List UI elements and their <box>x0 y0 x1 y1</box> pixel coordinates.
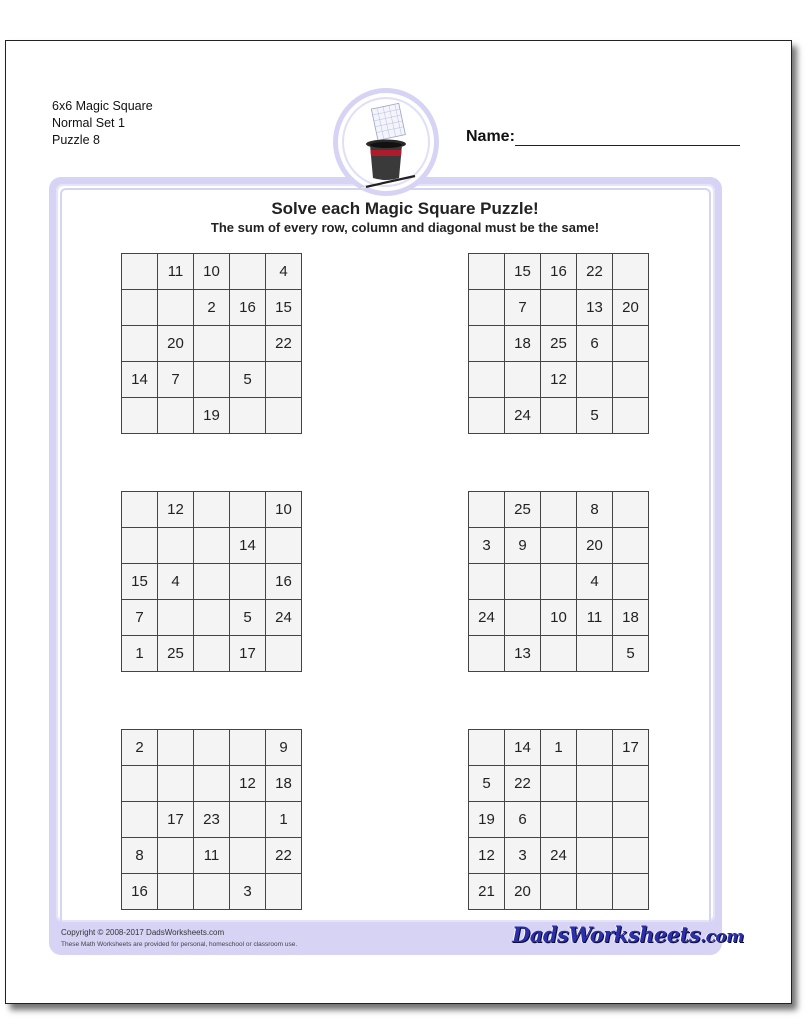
grid-cell[interactable]: 12 <box>469 838 505 874</box>
brand-suffix: .com <box>700 927 744 947</box>
grid-cell[interactable] <box>266 636 302 672</box>
grid-cell[interactable]: 9 <box>505 528 541 564</box>
grid-cell[interactable]: 14 <box>122 362 158 398</box>
grid-cell[interactable] <box>122 528 158 564</box>
name-field[interactable] <box>515 145 740 146</box>
grid-cell[interactable] <box>266 874 302 910</box>
grid-cell[interactable] <box>613 874 649 910</box>
grid-cell[interactable] <box>541 874 577 910</box>
grid-cell[interactable] <box>613 326 649 362</box>
grid-cell[interactable] <box>158 290 194 326</box>
grid-cell[interactable]: 11 <box>194 838 230 874</box>
grid-cell[interactable]: 3 <box>469 528 505 564</box>
grid-cell[interactable] <box>194 362 230 398</box>
puzzle-number: Puzzle 8 <box>52 133 100 147</box>
grid-cell[interactable]: 4 <box>158 564 194 600</box>
grid-cell[interactable] <box>469 326 505 362</box>
grid-cell[interactable] <box>266 398 302 434</box>
grid-cell[interactable] <box>613 254 649 290</box>
grid-cell[interactable]: 7 <box>158 362 194 398</box>
grid-cell[interactable] <box>158 874 194 910</box>
grid-cell[interactable] <box>230 730 266 766</box>
grid-cell[interactable]: 18 <box>613 600 649 636</box>
grid-cell[interactable] <box>541 290 577 326</box>
grid-cell[interactable]: 17 <box>230 636 266 672</box>
grid-cell[interactable] <box>541 766 577 802</box>
grid-cell[interactable] <box>577 636 613 672</box>
grid-cell[interactable] <box>122 766 158 802</box>
brand-logo <box>512 922 744 947</box>
copyright-text: Copyright © 2008-2017 DadsWorksheets.com <box>61 928 225 937</box>
grid-cell[interactable] <box>122 492 158 528</box>
grid-cell[interactable] <box>194 766 230 802</box>
grid-cell[interactable]: 13 <box>577 290 613 326</box>
grid-cell[interactable]: 17 <box>158 802 194 838</box>
grid-cell[interactable] <box>469 362 505 398</box>
grid-cell[interactable]: 5 <box>469 766 505 802</box>
grid-cell[interactable]: 25 <box>158 636 194 672</box>
grid-cell[interactable]: 9 <box>266 730 302 766</box>
magic-square-2 <box>468 253 649 434</box>
grid-cell[interactable]: 4 <box>266 254 302 290</box>
grid-cell[interactable] <box>230 398 266 434</box>
grid-cell[interactable]: 1 <box>541 730 577 766</box>
grid-cell[interactable] <box>505 600 541 636</box>
grid-cell[interactable]: 10 <box>266 492 302 528</box>
instructions-subtitle: The sum of every row, column and diagonal must be the same! <box>210 220 600 235</box>
grid-cell[interactable] <box>613 802 649 838</box>
grid-cell[interactable] <box>577 874 613 910</box>
grid-cell[interactable] <box>194 600 230 636</box>
grid-cell[interactable]: 16 <box>122 874 158 910</box>
grid-cell[interactable] <box>122 326 158 362</box>
grid-cell[interactable]: 5 <box>613 636 649 672</box>
grid-cell[interactable]: 10 <box>541 600 577 636</box>
grid-cell[interactable] <box>469 730 505 766</box>
grid-cell[interactable] <box>230 838 266 874</box>
grid-cell[interactable]: 18 <box>505 326 541 362</box>
grid-cell[interactable] <box>577 362 613 398</box>
grid-cell[interactable] <box>541 564 577 600</box>
grid-cell[interactable]: 15 <box>266 290 302 326</box>
grid-cell[interactable]: 6 <box>505 802 541 838</box>
grid-cell[interactable] <box>158 528 194 564</box>
grid-cell[interactable] <box>230 254 266 290</box>
grid-cell[interactable]: 7 <box>505 290 541 326</box>
grid-cell[interactable]: 8 <box>577 492 613 528</box>
grid-cell[interactable]: 22 <box>266 326 302 362</box>
grid-cell[interactable] <box>194 528 230 564</box>
grid-cell[interactable]: 22 <box>577 254 613 290</box>
grid-cell[interactable] <box>122 254 158 290</box>
grid-cell[interactable]: 14 <box>505 730 541 766</box>
grid-cell[interactable]: 14 <box>230 528 266 564</box>
grid-cell[interactable] <box>613 528 649 564</box>
grid-cell[interactable]: 6 <box>577 326 613 362</box>
grid-cell[interactable]: 2 <box>194 290 230 326</box>
grid-cell[interactable] <box>613 838 649 874</box>
grid-cell[interactable] <box>577 802 613 838</box>
worksheet-type: 6x6 Magic Square <box>52 99 153 113</box>
grid-cell[interactable] <box>122 290 158 326</box>
grid-cell[interactable]: 3 <box>505 838 541 874</box>
grid-cell[interactable]: 20 <box>577 528 613 564</box>
magic-square-4 <box>468 491 649 672</box>
brand-main: DadsWorksheets <box>512 922 701 947</box>
grid-cell[interactable]: 5 <box>230 362 266 398</box>
magic-square-5 <box>121 729 302 910</box>
grid-cell[interactable]: 7 <box>122 600 158 636</box>
grid-cell[interactable]: 13 <box>505 636 541 672</box>
grid-cell[interactable]: 2 <box>122 730 158 766</box>
grid-cell[interactable]: 22 <box>266 838 302 874</box>
grid-cell[interactable]: 20 <box>158 326 194 362</box>
grid-cell[interactable]: 19 <box>469 802 505 838</box>
grid-cell[interactable]: 12 <box>541 362 577 398</box>
grid-cell[interactable]: 16 <box>266 564 302 600</box>
grid-cell[interactable]: 24 <box>266 600 302 636</box>
grid-cell[interactable]: 3 <box>230 874 266 910</box>
grid-cell[interactable] <box>158 766 194 802</box>
grid-cell[interactable]: 22 <box>505 766 541 802</box>
magic-square-3 <box>121 491 302 672</box>
grid-cell[interactable] <box>613 766 649 802</box>
grid-cell[interactable] <box>613 492 649 528</box>
grid-cell[interactable]: 12 <box>230 766 266 802</box>
grid-cell[interactable]: 18 <box>266 766 302 802</box>
grid-cell[interactable] <box>469 492 505 528</box>
grid-cell[interactable] <box>194 636 230 672</box>
grid-cell[interactable]: 21 <box>469 874 505 910</box>
grid-cell[interactable] <box>194 874 230 910</box>
grid-cell[interactable] <box>230 492 266 528</box>
grid-cell[interactable] <box>469 290 505 326</box>
grid-cell[interactable] <box>469 564 505 600</box>
grid-cell[interactable] <box>158 398 194 434</box>
grid-cell[interactable] <box>469 636 505 672</box>
grid-cell[interactable] <box>613 564 649 600</box>
grid-cell[interactable]: 5 <box>230 600 266 636</box>
grid-cell[interactable]: 25 <box>541 326 577 362</box>
grid-cell[interactable] <box>266 362 302 398</box>
grid-cell[interactable] <box>613 362 649 398</box>
grid-cell[interactable] <box>194 564 230 600</box>
grid-cell[interactable] <box>122 802 158 838</box>
grid-cell[interactable]: 19 <box>194 398 230 434</box>
grid-cell[interactable] <box>469 254 505 290</box>
name-label: Name: <box>466 128 515 145</box>
worksheet-info <box>52 98 153 149</box>
grid-cell[interactable] <box>469 398 505 434</box>
grid-cell[interactable]: 8 <box>122 838 158 874</box>
grid-cell[interactable]: 20 <box>505 874 541 910</box>
grid-cell[interactable]: 17 <box>613 730 649 766</box>
grid-cell[interactable] <box>577 838 613 874</box>
grid-cell[interactable]: 24 <box>541 838 577 874</box>
grid-cell[interactable] <box>194 492 230 528</box>
grid-cell[interactable] <box>194 730 230 766</box>
grid-cell[interactable] <box>230 564 266 600</box>
grid-cell[interactable] <box>577 730 613 766</box>
grid-cell[interactable] <box>505 564 541 600</box>
grid-cell[interactable]: 10 <box>194 254 230 290</box>
grid-cell[interactable] <box>122 398 158 434</box>
magic-square-6 <box>468 729 649 910</box>
grid-cell[interactable] <box>158 600 194 636</box>
grid-cell[interactable]: 11 <box>158 254 194 290</box>
usage-note: These Math Worksheets are provided for personal, homeschool or classroom use. <box>61 941 298 948</box>
grid-cell[interactable]: 16 <box>230 290 266 326</box>
grid-cell[interactable] <box>194 326 230 362</box>
grid-cell[interactable]: 15 <box>122 564 158 600</box>
grid-cell[interactable] <box>541 636 577 672</box>
grid-cell[interactable]: 15 <box>505 254 541 290</box>
grid-cell[interactable] <box>613 398 649 434</box>
grid-cell[interactable]: 20 <box>613 290 649 326</box>
grid-cell[interactable]: 23 <box>194 802 230 838</box>
grid-cell[interactable] <box>158 838 194 874</box>
grid-cell[interactable] <box>505 362 541 398</box>
grid-cell[interactable]: 11 <box>577 600 613 636</box>
grid-cell[interactable]: 1 <box>266 802 302 838</box>
grid-cell[interactable] <box>230 326 266 362</box>
grid-cell[interactable] <box>266 528 302 564</box>
grid-cell[interactable] <box>541 492 577 528</box>
grid-cell[interactable] <box>577 766 613 802</box>
grid-cell[interactable]: 24 <box>469 600 505 636</box>
grid-cell[interactable] <box>541 398 577 434</box>
grid-cell[interactable]: 24 <box>505 398 541 434</box>
grid-cell[interactable]: 12 <box>158 492 194 528</box>
worksheet-set: Normal Set 1 <box>52 116 125 130</box>
magic-hat-icon <box>343 100 433 195</box>
grid-cell[interactable] <box>541 802 577 838</box>
grid-cell[interactable] <box>158 730 194 766</box>
grid-cell[interactable]: 5 <box>577 398 613 434</box>
magic-square-1 <box>121 253 302 434</box>
grid-cell[interactable]: 25 <box>505 492 541 528</box>
grid-cell[interactable] <box>230 802 266 838</box>
grid-cell[interactable]: 16 <box>541 254 577 290</box>
grid-cell[interactable] <box>541 528 577 564</box>
grid-cell[interactable]: 1 <box>122 636 158 672</box>
grid-cell[interactable]: 4 <box>577 564 613 600</box>
instructions-title: Solve each Magic Square Puzzle! <box>271 199 539 218</box>
